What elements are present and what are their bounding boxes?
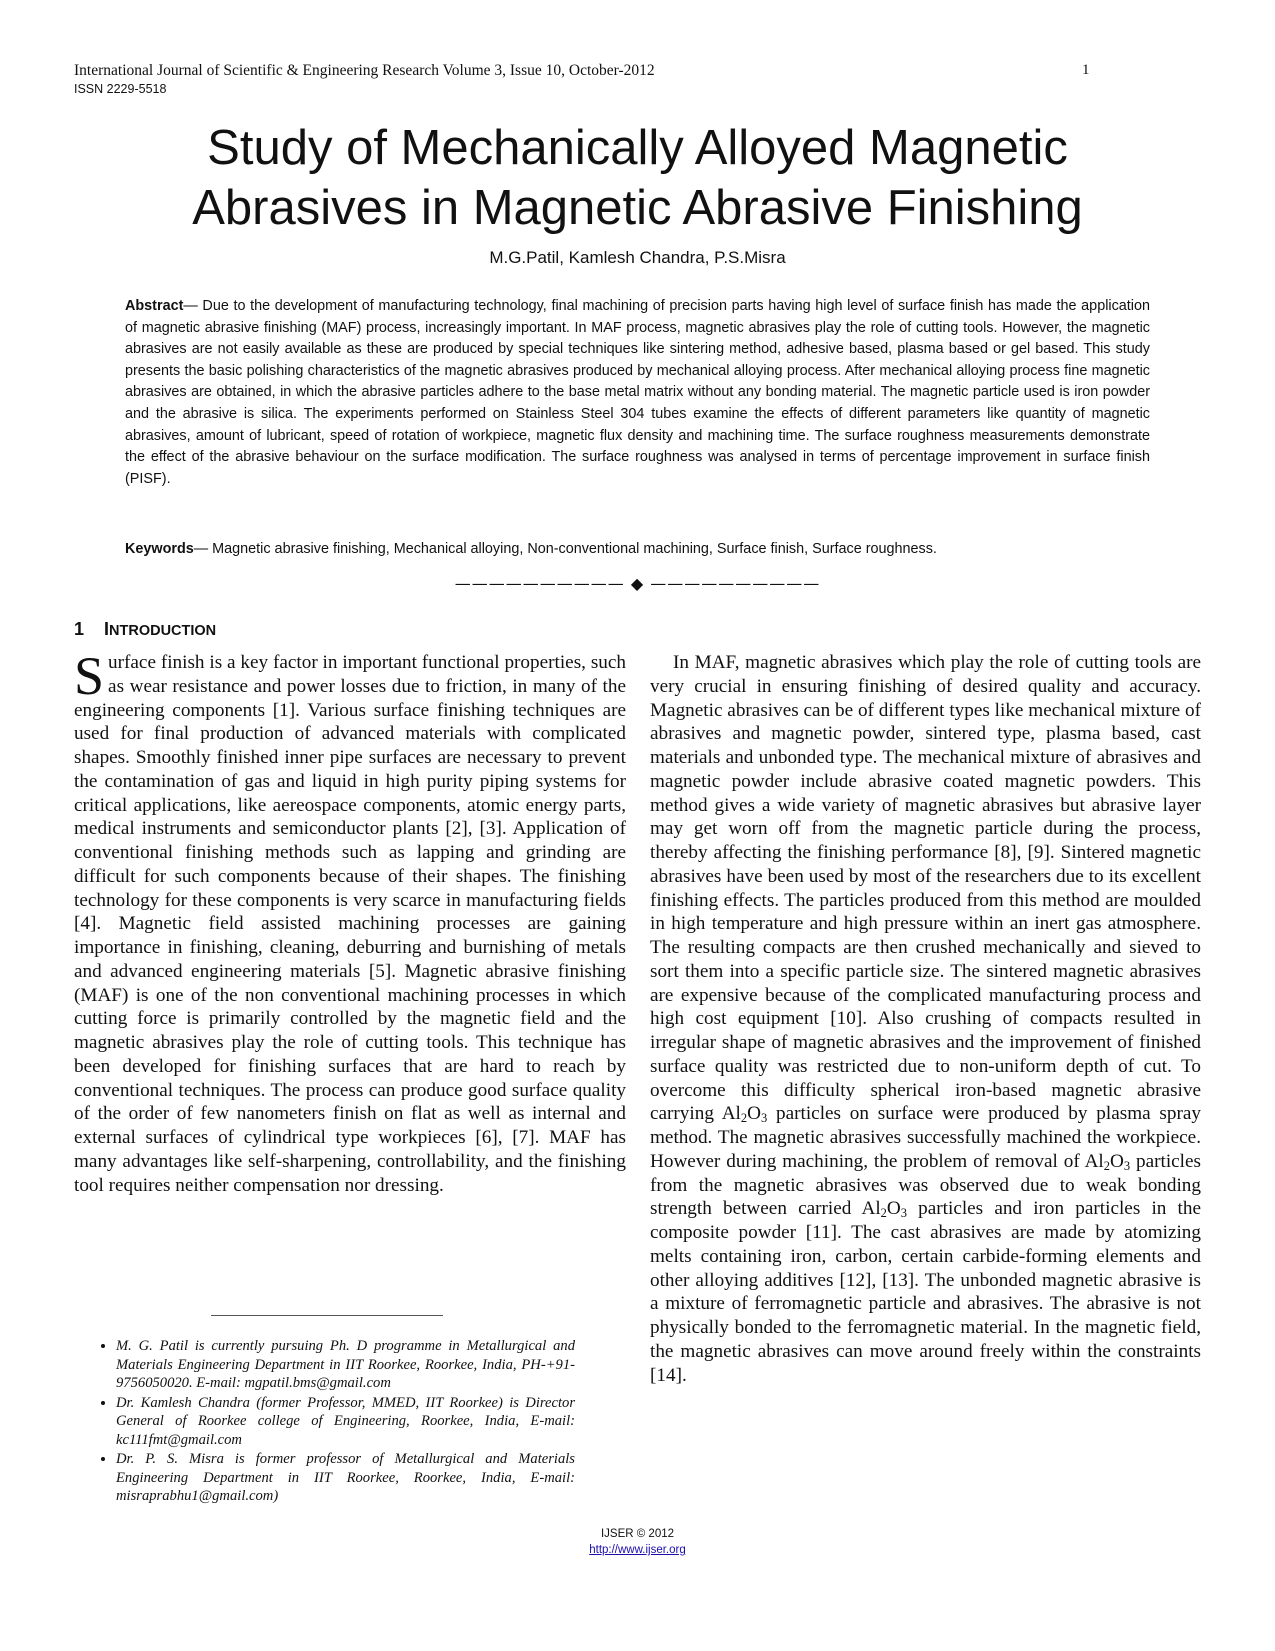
issn: ISSN 2229-5518 <box>74 82 167 96</box>
footer-copyright: IJSER © 2012 <box>600 1528 675 1540</box>
footnote-item: • Dr. P. S. Misra is former professor of Metallurgical and Materials Engineering Department in IIT Roorkee, Roorkee, India, E-mail: misraprabhu1@gmail.com) <box>116 1450 575 1506</box>
section-number: 1 <box>74 619 85 639</box>
chem-formula: $Al_2O_3$ <box>1084 1150 1131 1173</box>
page-number: 1 <box>1082 62 1090 78</box>
right-text-part-3: particles from the magnetic abrasives was observed due to weak bonding strength between carried <box>650 1150 1201 1220</box>
footnote-rule <box>211 1315 443 1316</box>
abstract-text: — Due to the development of manufacturing technology, final machining of precision parts having high level of surface finish has made the application of magnetic abrasive finishing (MAF) process, increasingly important. In MAF process, magnetic abrasives play the role of cutting tools. However, the magnetic abrasives are not easily available as these are produced by special techniques like sintering method, adhesive based, plasma based or gel based. This study presents the basic polishing characteristics of the magnetic abrasives produced by mechanical alloying process. After mechanical alloying process fine magnetic abrasives are obtained, in which the abrasive particles adhere to the base metal matrix without any bonding material. The magnetic particle used is iron powder and the abrasive is silica. The experiments performed on Stainless Steel 304 tubes examine the effects of different parameters like quantity of magnetic abrasives, amount of lubricant, speed of rotation of workpiece, magnetic flux density and machining time. The surface roughness measurements demonstrate the effect of the abrasive behaviour on the surface modification. The surface roughness was analysed in terms of percentage improvement in surface finish (PISF). <box>125 298 1150 487</box>
footnote-item: • M. G. Patil is currently pursuing Ph. D programme in Metallurgical and Materials Engineering Department in IIT Roorkee, Roorkee, India, PH-+91-9756050020. E-mail: mgpatil.bms@gmail.com <box>116 1337 575 1393</box>
title-line-1: Study of Mechanically Alloyed Magnetic <box>207 121 1068 175</box>
drop-cap: S <box>74 646 105 706</box>
keywords-label: Keywords <box>125 541 194 557</box>
section-title-initial: I <box>104 619 110 639</box>
right-text-part-4: particles and iron particles in the composite powder [11]. The cast abrasives are made by atomizing melts containing iron, carbon, certain carbide-forming elements and other alloying additives [12], [13]. The unbonded magnetic abrasive is a mixture of ferromagnetic particle and abrasives. The abrasive is not physically bonded to the ferromagnetic material. In the magnetic field, the magnetic abrasives can move around freely within the constraints [14]. <box>650 1198 1201 1386</box>
keywords-text: — Magnetic abrasive finishing, Mechanical alloying, Non-conventional machining, Surface finish, Surface roughness. <box>193 541 937 557</box>
keywords <box>125 539 1155 559</box>
abstract-label: Abstract <box>125 298 184 314</box>
section-heading <box>74 619 216 640</box>
footnote-item: • Dr. Kamlesh Chandra (former Professor, MMED, IIT Roorkee) is Director General of Roorkee college of Engineering, Roorkee, India, E-mail: kc111fmt@gmail.com <box>116 1394 575 1450</box>
right-text-part-2: particles on surface were produced by plasma spray method. The magnetic abrasives successfully machined the workpiece. However during machining, the problem of removal of <box>650 1103 1201 1172</box>
section-separator: —————————— ◆ —————————— <box>454 574 821 593</box>
footer-link-wrap <box>0 1544 1275 1556</box>
authors: M.G.Patil, Kamlesh Chandra, P.S.Misra <box>489 248 786 267</box>
chem-formula: $Al_2O_3$ <box>861 1198 907 1221</box>
author-footnotes <box>96 1337 575 1507</box>
paper-title <box>60 118 1215 238</box>
title-line-2: Abrasives in Magnetic Abrasive Finishing <box>192 181 1083 235</box>
journal-website-link[interactable]: http://www.ijser.org <box>589 1544 686 1556</box>
intro-right-column <box>650 651 1201 1387</box>
intro-left-column <box>74 646 626 1197</box>
chem-formula: $Al_2O_3$ <box>721 1103 768 1126</box>
right-text-part-1: In MAF, magnetic abrasives which play the role of cutting tools are very crucial in ensuring finishing of desired quality and accuracy. Magnetic abrasives can be of different types like mechanical mixture of abrasives and magnetic powder, sintered type, plasma based, cast materials and unbonded type. The mechanical mixture of abrasives and magnetic powder include abrasive coated magnetic powders. This method gives a wide variety of magnetic abrasives but abrasive layer may get worn off from the magnetic particle during the process, thereby affecting the finishing performance [8], [9]. Sintered magnetic abrasives have been used by most of the researchers due to its excellent finishing effects. The particles produced from this method are moulded in high temperature and high pressure within an inert gas atmosphere. The resulting compacts are then crushed mechanically and sieved to sort them into a specific particle size. The sintered magnetic abrasives are expensive because of the complicated manufacturing process and high cost equipment [10]. Also crushing of compacts resulted in irregular shape of magnetic abrasives and the improvement of finished surface quality was restricted due to non-uniform depth of cut. To overcome this difficulty spherical iron-based magnetic abrasive carrying <box>650 652 1201 1125</box>
journal-header: International Journal of Scientific & Engineering Research Volume 3, Issue 10, October-2012 <box>74 62 655 79</box>
intro-left-text: urface finish is a key factor in important functional properties, such as wear resistance and power losses due to friction, in many of the engineering components [1]. Various surface finishing techniques are used for final production of advanced materials with complicated shapes. Smoothly finished inner pipe surfaces are necessary to prevent the contamination of gas and liquid in high purity piping systems for critical applications, like aereospace components, atomic energy parts, medical instruments and semiconductor plants [2], [3]. Application of conventional finishing methods such as lapping and grinding are difficult for such components because of their shapes. The finishing technology for these components is very scarce in manufacturing fields [4]. Magnetic field assisted machining processes are gaining importance in finishing, cleaning, deburring and burnishing of metals and advanced engineering materials [5]. Magnetic abrasive finishing (MAF) is one of the non conventional machining processes in which cutting force is primarily controlled by the magnetic field and the magnetic abrasives play the role of cutting tools. This technique has been developed for finishing surfaces that are hard to reach by conventional techniques. The process can produce good surface quality of the order of few nanometers finish on flat as well as internal and external surfaces of cylindrical type workpieces [6], [7]. MAF has many advantages like self-sharpening, controllability, and the finishing tool requires neither compensation nor dressing. <box>74 652 626 1196</box>
section-title-rest: NTRODUCTION <box>109 623 217 639</box>
abstract <box>125 296 1150 490</box>
